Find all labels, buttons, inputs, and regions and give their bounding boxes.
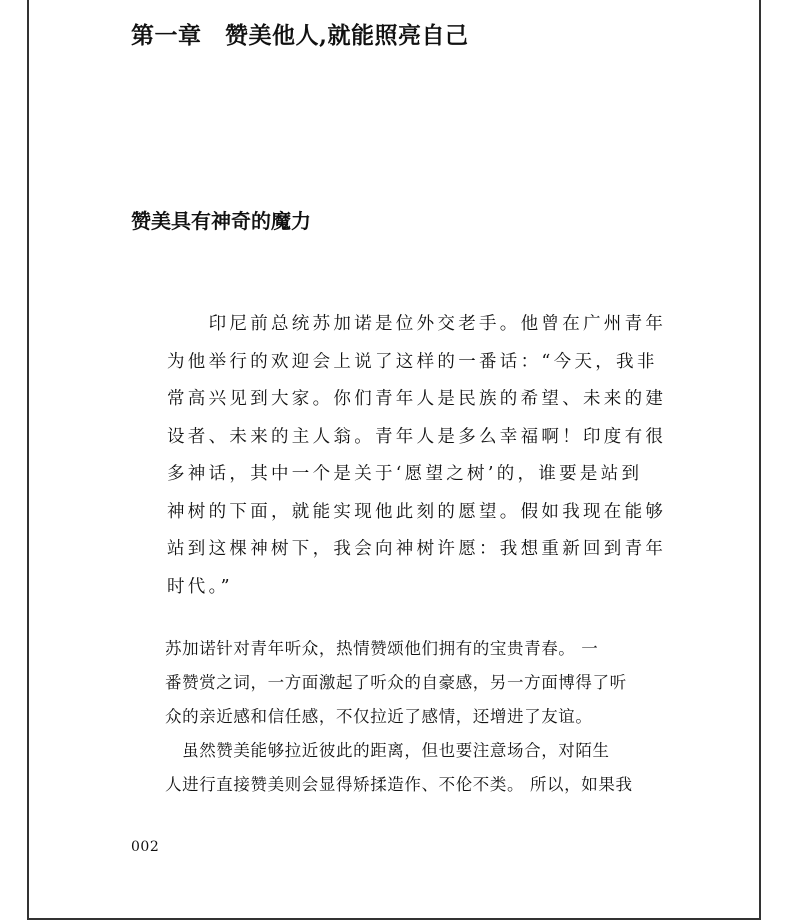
body-line: 众的亲近感和信任感，不仅拉近了感情，还增进了友谊。	[165, 707, 593, 726]
body-line: 苏加诺针对青年听众，热情赞颂他们拥有的宝贵青春。 一	[165, 639, 599, 658]
quote-line: 为他举行的欢迎会上说了这样的一番话：“今天，我非	[167, 351, 658, 372]
body-line: 虽然赞美能够拉近彼此的距离，但也要注意场合，对陌生	[165, 741, 610, 760]
quote-line: 站到这棵神树下，我会向神树许愿：我想重新回到青年	[167, 539, 667, 559]
page-number: 002	[131, 839, 160, 855]
body-line: 番赞赏之词，一方面激起了听众的自豪感，另一方面博得了听	[165, 673, 627, 692]
quote-line: 设者、未来的主人翁。青年人是多么幸福啊！印度有很	[167, 426, 667, 447]
chapter-title: 第一章 赞美他人,就能照亮自己	[131, 22, 469, 49]
body-line: 人进行直接赞美则会显得矫揉造作、不伦不类。 所以，如果我	[165, 775, 633, 794]
body-paragraphs	[165, 632, 641, 802]
quote-paragraph	[167, 306, 667, 606]
quote-line: 印尼前总统苏加诺是位外交老手。他曾在广州青年	[167, 314, 667, 334]
quote-line: 神树的下面，就能实现他此刻的愿望。假如我现在能够	[167, 501, 667, 522]
quote-line: 多神话，其中一个是关于‘愿望之树’的，谁要是站到	[167, 464, 643, 484]
section-title: 赞美具有神奇的魔力	[131, 209, 311, 233]
quote-line: 时代。”	[167, 576, 233, 597]
quote-line: 常高兴见到大家。你们青年人是民族的希望、未来的建	[167, 389, 667, 409]
